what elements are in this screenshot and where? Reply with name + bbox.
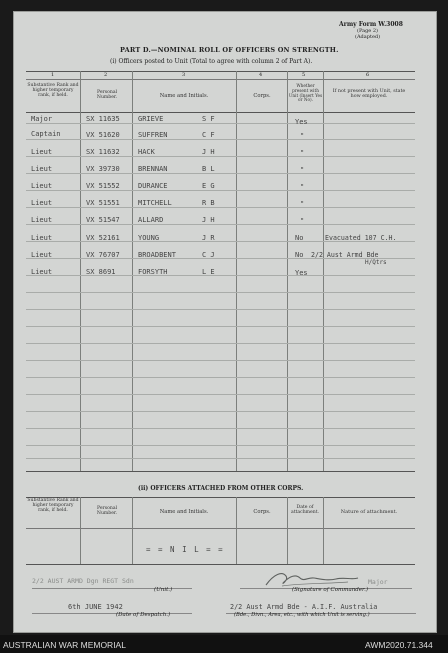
part-d-title: PART D.—NOMINAL ROLL OF OFFICERS ON STRENGTH.	[120, 46, 339, 54]
row-4-present: "	[300, 166, 305, 174]
header-corps: Corps.	[253, 93, 271, 99]
row-9-note-continuation: H/Qtrs	[365, 259, 387, 266]
row-9-initials: C J	[202, 251, 215, 259]
row-9-note: 2/2 Aust Armd Bde	[311, 251, 379, 259]
attached-header-date: Date of attachment.	[290, 505, 320, 516]
row-9-number: VX 76707	[86, 251, 120, 259]
attached-header-nature: Nature of attachment.	[340, 509, 398, 515]
row-6-initials: R B	[202, 199, 215, 207]
attached-title: (ii) OFFICERS ATTACHED FROM OTHER CORPS.	[138, 485, 304, 492]
despatch-date-label: (Date of Despatch.)	[116, 612, 171, 618]
row-8-initials: J R	[202, 234, 215, 242]
row-3-present: "	[300, 149, 305, 157]
row-2-name: SUFFREN	[138, 131, 168, 139]
row-1-initials: S F	[202, 115, 215, 123]
row-10-name: FORSYTH	[138, 268, 168, 276]
row-2-initials: C F	[202, 131, 215, 139]
row-8-number: VX 52161	[86, 234, 120, 242]
row-4-rank: Lieut	[31, 165, 53, 173]
row-2-present: "	[300, 132, 305, 140]
row-3-number: SX 11632	[86, 148, 120, 156]
row-5-number: VX 51552	[86, 182, 120, 190]
row-8-rank: Lieut	[31, 234, 53, 242]
row-6-number: VX 51551	[86, 199, 120, 207]
row-9-present: No	[295, 251, 304, 259]
col-number-1: 1	[51, 72, 55, 78]
row-5-name: DURANCE	[138, 182, 168, 190]
formation-value: 2/2 Aust Armd Bde - A.I.F. Australia	[230, 603, 378, 611]
archive-footer	[0, 635, 448, 653]
page-label: (Page 2)	[357, 28, 378, 34]
col-number-4: 4	[259, 72, 263, 78]
row-2-rank: Captain	[31, 130, 61, 138]
row-2-number: VX 51620	[86, 131, 120, 139]
row-1-rank: Major	[31, 115, 53, 123]
row-8-present: No	[295, 234, 304, 242]
unit-value: 2/2 AUST ARMD Dgn REGT Sdn	[32, 577, 134, 585]
row-5-rank: Lieut	[31, 182, 53, 190]
col-number-3: 3	[182, 72, 186, 78]
col-number-2: 2	[104, 72, 108, 78]
header-name: Name and Initials.	[159, 93, 209, 99]
row-5-present: "	[300, 183, 305, 191]
row-7-name: ALLARD	[138, 216, 164, 224]
signature-label: (Signature of Commander.)	[292, 587, 368, 593]
row-4-initials: B L	[202, 165, 215, 173]
row-9-name: BROADBENT	[138, 251, 176, 259]
commander-rank: Major	[368, 578, 388, 586]
row-6-rank: Lieut	[31, 199, 53, 207]
row-7-present: "	[300, 217, 305, 225]
row-3-rank: Lieut	[31, 148, 53, 156]
attached-header-name: Name and Initials.	[159, 509, 209, 515]
row-7-rank: Lieut	[31, 216, 53, 224]
attached-header-number: Personal Number.	[96, 506, 118, 517]
unit-label: (Unit.)	[154, 587, 173, 593]
row-6-present: "	[300, 200, 305, 208]
footer-accession: AWM2020.71.344	[365, 640, 433, 650]
row-10-present: Yes	[295, 269, 308, 277]
row-4-number: VX 39730	[86, 165, 120, 173]
header-absent: If not present with Unit, state how employed.	[332, 89, 406, 100]
row-4-name: BRENNAN	[138, 165, 168, 173]
row-9-rank: Lieut	[31, 251, 53, 259]
col-number-6: 6	[366, 72, 370, 78]
row-1-number: SX 11635	[86, 115, 120, 123]
row-7-initials: J H	[202, 216, 215, 224]
attached-nil: = = N I L = =	[146, 545, 225, 554]
row-10-initials: L E	[202, 268, 215, 276]
army-form-label: Army Form W.3008	[339, 21, 403, 28]
row-3-initials: J H	[202, 148, 215, 156]
row-6-name: MITCHELL	[138, 199, 172, 207]
header-rank: Substantive Rank and higher temporary rank, if held.	[27, 83, 79, 99]
attached-header-rank: Substantive Rank and higher temporary rank, if held.	[27, 498, 79, 514]
adapted-label: (Adapted)	[355, 34, 381, 40]
footer-institution: AUSTRALIAN WAR MEMORIAL	[3, 640, 126, 650]
row-8-name: YOUNG	[138, 234, 160, 242]
row-10-number: SX 8691	[86, 268, 116, 276]
row-1-name: GRIEVE	[138, 115, 164, 123]
attached-header-corps: Corps.	[253, 509, 271, 515]
row-3-name: HACK	[138, 148, 155, 156]
col-number-5: 5	[302, 72, 306, 78]
row-10-rank: Lieut	[31, 268, 53, 276]
header-number: Personal Number.	[96, 90, 118, 101]
row-5-initials: E G	[202, 182, 215, 190]
row-7-number: VX 51547	[86, 216, 120, 224]
row-1-present: Yes	[295, 118, 308, 126]
row-8-note: Evacuated 107 C.H.	[325, 234, 397, 242]
document-page	[13, 11, 437, 633]
header-present: Whether present with Unit (Insert Yes or No).	[288, 83, 323, 103]
part-d-subtitle: (i) Officers posted to Unit (Total to agree with column 2 of Part A).	[110, 58, 313, 65]
formation-label: (Bde., Divn., Area, etc., with which Unit is serving.)	[234, 612, 370, 618]
despatch-date-value: 6th JUNE 1942	[68, 603, 123, 611]
